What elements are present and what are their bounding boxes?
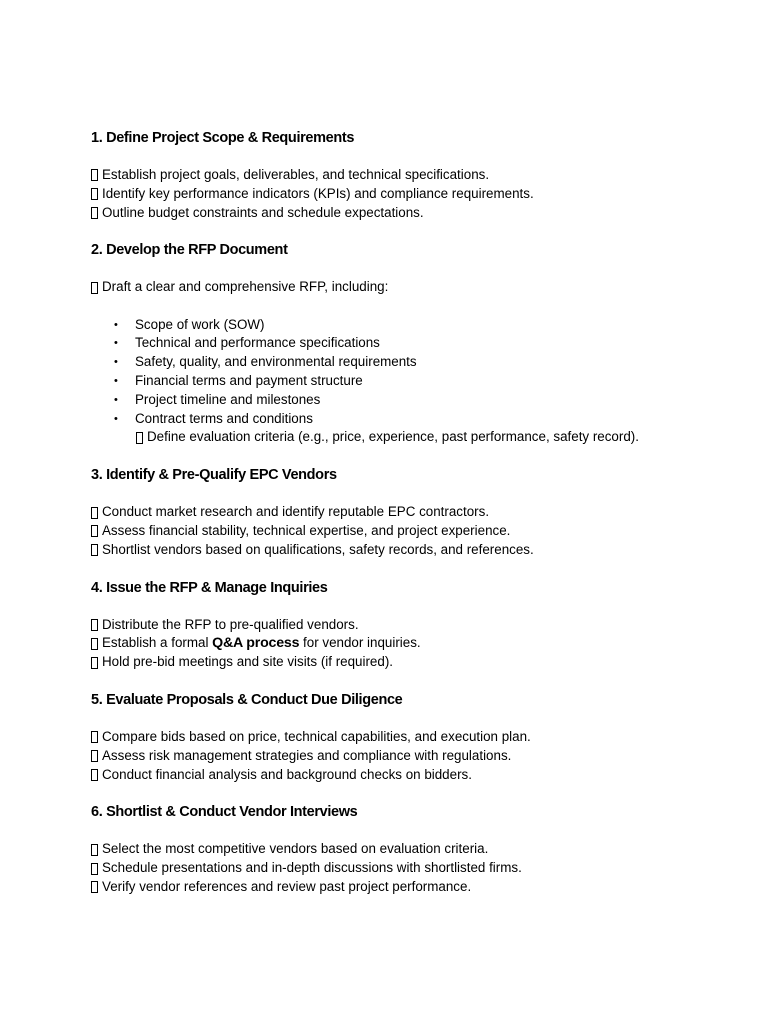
bullet-icon: • (114, 412, 118, 425)
bullet-icon: • (114, 375, 118, 388)
bullet-text: Financial terms and payment structure (135, 373, 363, 389)
list-item (91, 653, 731, 672)
missing-glyph-box-icon (91, 769, 98, 781)
list-item (91, 204, 731, 223)
section-heading: 3. Identify & Pre-Qualify EPC Vendors (91, 467, 337, 484)
missing-glyph-box-icon (91, 544, 98, 556)
bullet-text: Project timeline and milestones (135, 391, 321, 407)
bullet-item (91, 334, 731, 353)
list-item-text: Hold pre-bid meetings and site visits (if required). (102, 654, 393, 670)
section-4 (91, 578, 731, 672)
list-item (91, 503, 731, 522)
missing-glyph-box-icon (91, 188, 98, 200)
list-item-text: Conduct market research and identify reputable EPC contractors. (102, 504, 490, 520)
list-item-text: Shortlist vendors based on qualifications, safety records, and references. (102, 541, 534, 557)
section-lines (91, 503, 731, 559)
list-item (91, 522, 731, 541)
bullet-text: Contract terms and conditions (135, 410, 313, 426)
list-item-text: Conduct financial analysis and background checks on bidders. (102, 766, 472, 782)
section-lines (91, 428, 731, 447)
list-item-text: Outline budget constraints and schedule expectations. (102, 204, 424, 220)
list-item (91, 728, 731, 747)
bullet-text: Safety, quality, and environmental requirements (135, 354, 417, 370)
list-item (91, 278, 731, 297)
section-lines (91, 728, 731, 784)
list-item (91, 616, 731, 635)
missing-glyph-box-icon (91, 750, 98, 762)
qa-process-emphasis: Q&A process (212, 635, 300, 652)
bullet-item (91, 372, 731, 391)
missing-glyph-box-icon (91, 207, 98, 219)
list-item (91, 859, 731, 878)
bullet-icon: • (114, 356, 118, 369)
missing-glyph-box-icon (91, 881, 98, 893)
list-item-text: Assess risk management strategies and compliance with regulations. (102, 747, 512, 763)
list-item (91, 166, 731, 185)
list-item-text: Select the most competitive vendors based on evaluation criteria. (102, 841, 489, 857)
section-heading: 6. Shortlist & Conduct Vendor Interviews (91, 804, 358, 821)
section-5 (91, 690, 731, 784)
missing-glyph-box-icon (136, 432, 143, 444)
list-item-text: Distribute the RFP to pre-qualified vendors. (102, 616, 359, 632)
bullet-item (91, 316, 731, 335)
list-item (91, 428, 731, 447)
missing-glyph-box-icon (91, 169, 98, 181)
bullet-item (91, 410, 731, 429)
bullet-text: Technical and performance specifications (135, 335, 380, 351)
section-2 (91, 240, 731, 447)
document-body (91, 128, 731, 915)
list-item (91, 766, 731, 785)
list-item (91, 840, 731, 859)
list-item-text: for vendor inquiries. (299, 635, 421, 651)
list-item-text: Identify key performance indicators (KPIs) and compliance requirements. (102, 185, 534, 201)
section-heading: 5. Evaluate Proposals & Conduct Due Diligence (91, 692, 403, 709)
list-item-text: Draft a clear and comprehensive RFP, including: (102, 279, 389, 295)
bullet-item (91, 353, 731, 372)
missing-glyph-box-icon (91, 282, 98, 294)
missing-glyph-box-icon (91, 863, 98, 875)
section-lines (91, 166, 731, 222)
section-heading: 1. Define Project Scope & Requirements (91, 130, 355, 146)
list-item (91, 747, 731, 766)
section-lines (91, 840, 731, 896)
missing-glyph-box-icon (91, 657, 98, 669)
bullet-text: Scope of work (SOW) (135, 316, 265, 332)
section-6 (91, 802, 731, 896)
list-item-text: Define evaluation criteria (e.g., price, experience, past performance, safety record). (147, 429, 639, 445)
missing-glyph-box-icon (91, 619, 98, 631)
list-item (91, 541, 731, 560)
section-1 (91, 128, 731, 222)
missing-glyph-box-icon (91, 638, 98, 650)
section-3 (91, 465, 731, 559)
list-item-text: Compare bids based on price, technical capabilities, and execution plan. (102, 729, 531, 745)
list-item-text: Assess financial stability, technical expertise, and project experience. (102, 523, 511, 539)
bullet-icon: • (114, 318, 118, 331)
bullet-list (91, 316, 731, 429)
section-lines (91, 616, 731, 672)
list-item-text: Establish a formal (102, 635, 213, 651)
missing-glyph-box-icon (91, 507, 98, 519)
bullet-icon: • (114, 337, 118, 350)
section-heading: 2. Develop the RFP Document (91, 242, 288, 259)
missing-glyph-box-icon (91, 731, 98, 743)
bullet-item (91, 391, 731, 410)
list-item-text: Verify vendor references and review past project performance. (102, 879, 472, 895)
list-item (91, 634, 731, 653)
list-item (91, 185, 731, 204)
missing-glyph-box-icon (91, 525, 98, 537)
section-heading: 4. Issue the RFP & Manage Inquiries (91, 579, 328, 596)
list-item-text: Establish project goals, deliverables, and technical specifications. (102, 167, 490, 182)
missing-glyph-box-icon (91, 844, 98, 856)
list-item-text: Schedule presentations and in-depth discussions with shortlisted firms. (102, 860, 522, 876)
bullet-icon: • (114, 393, 118, 406)
list-item (91, 878, 731, 897)
